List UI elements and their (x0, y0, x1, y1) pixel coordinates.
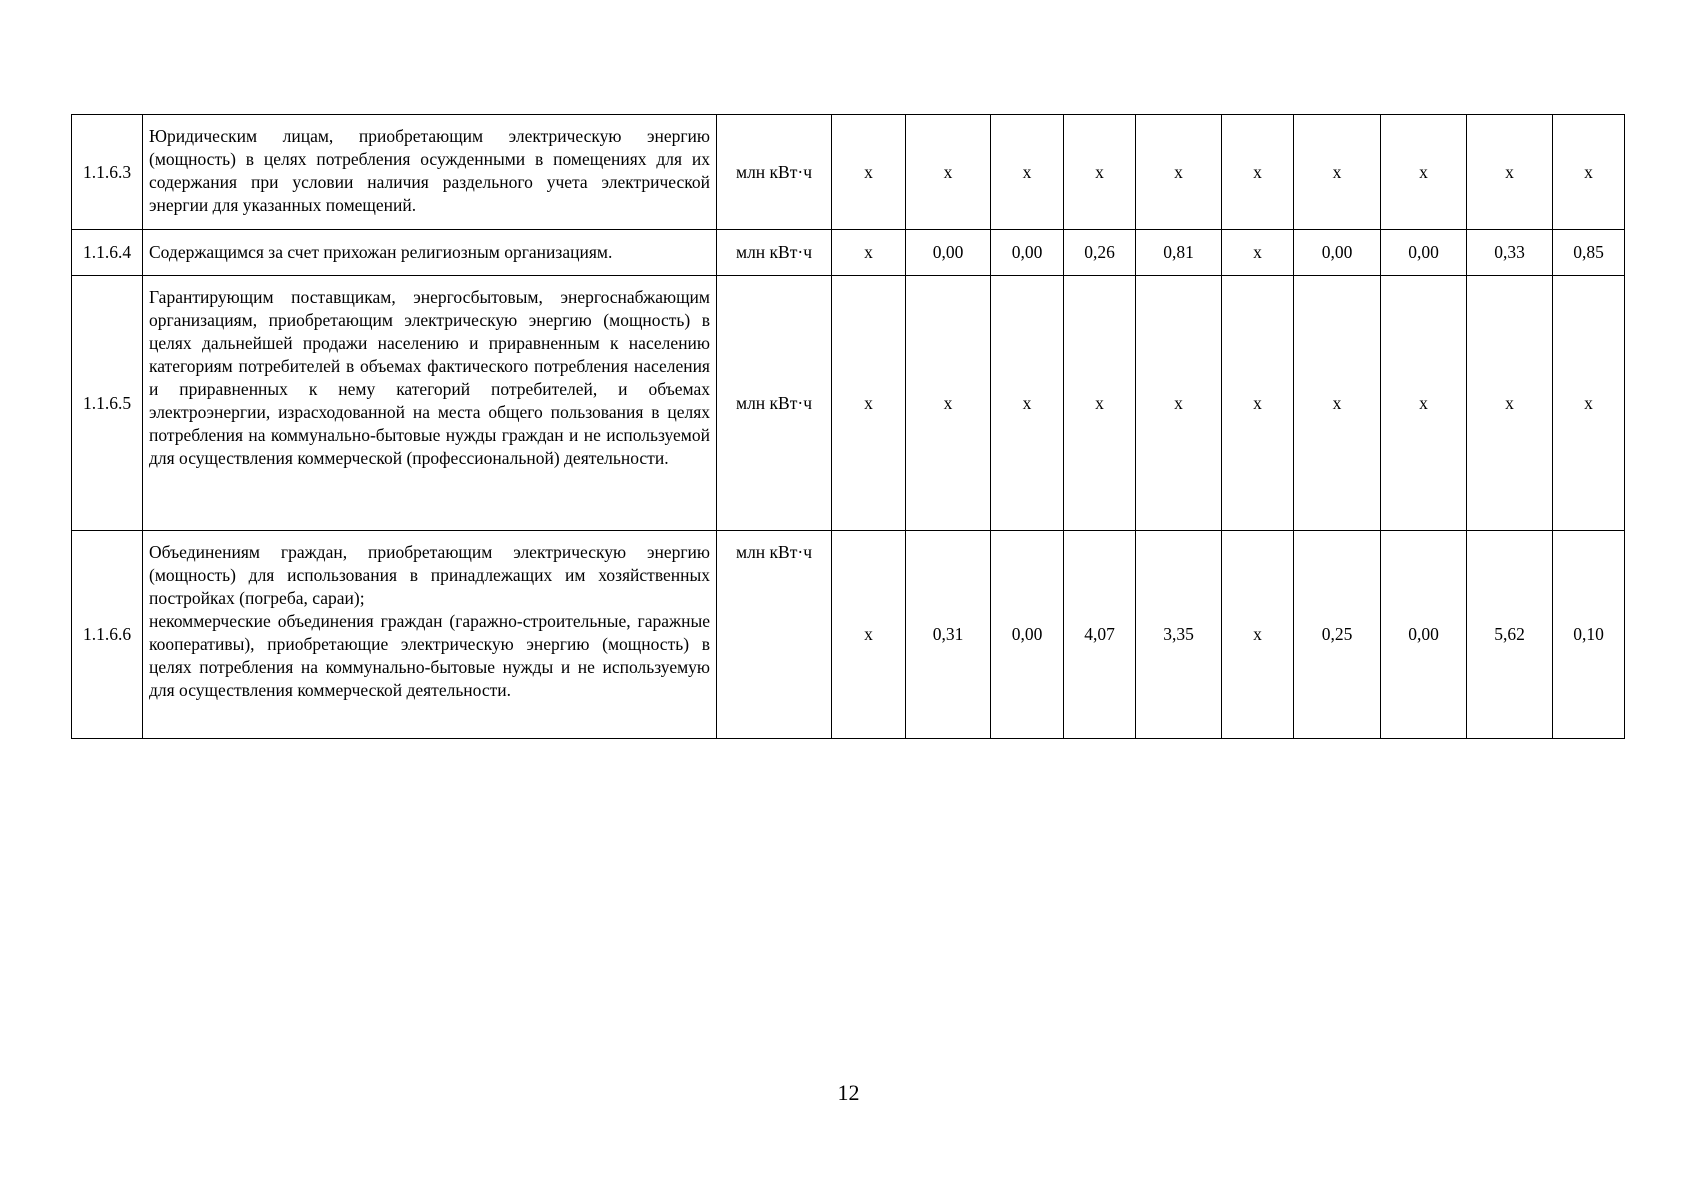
row-value: 0,00 (991, 230, 1064, 276)
row-value: x (1136, 115, 1222, 230)
row-value: x (991, 276, 1064, 531)
row-value: x (1222, 115, 1294, 230)
row-value: 0,10 (1553, 531, 1625, 739)
row-value: 0,26 (1064, 230, 1136, 276)
row-description: Юридическим лицам, приобретающим электрическую энергию (мощность) в целях потребления осужденными в помещениях для их содержания при условии наличия раздельного учета электрической энергии для указанных помещений. (143, 115, 717, 230)
page-number: 12 (837, 1080, 860, 1105)
row-value: x (832, 115, 906, 230)
row-description: Гарантирующим поставщикам, энергосбытовым, энергоснабжающим организациям, приобретающим электрическую энергию (мощность) в целях дальнейшей продажи населению и приравненным к населению категориям потребителей в объемах фактического потребления населения и приравненных к нему категорий потребителей, и объемах электроэнергии, израсходованной на места общего пользования в целях потребления на коммунально-бытовые нужды граждан и не используемой для осуществления коммерческой (профессиональной) деятельности. (143, 276, 717, 531)
row-value: 5,62 (1467, 531, 1553, 739)
row-value: x (906, 115, 991, 230)
row-description (143, 531, 717, 739)
row-value: x (832, 276, 906, 531)
row-code: 1.1.6.3 (72, 115, 143, 230)
tariff-volume-table (71, 114, 1625, 739)
row-value: x (991, 115, 1064, 230)
row-description-line: Объединениям граждан, приобретающим электрическую энергию (мощность) для использования в принадлежащих им хозяйственных постройках (погреба, сараи); (149, 542, 710, 608)
row-value: 0,85 (1553, 230, 1625, 276)
row-value: 0,25 (1294, 531, 1381, 739)
table-row (72, 115, 1625, 230)
row-code: 1.1.6.5 (72, 276, 143, 531)
table-row (72, 276, 1625, 531)
row-value: 0,00 (1294, 230, 1381, 276)
row-value: x (1553, 276, 1625, 531)
row-value: x (906, 276, 991, 531)
row-value: 0,31 (906, 531, 991, 739)
row-value: x (1294, 115, 1381, 230)
row-value: x (1064, 115, 1136, 230)
row-value: x (1064, 276, 1136, 531)
row-value: x (1294, 276, 1381, 531)
row-value: 0,00 (906, 230, 991, 276)
row-value: x (1553, 115, 1625, 230)
row-description: Содержащимся за счет прихожан религиозным организациям. (143, 230, 717, 276)
row-description-line: некоммерческие объединения граждан (гаражно-строительные, гаражные кооперативы), приобретающие электрическую энергию (мощность) в целях потребления на коммунально-бытовые нужды и не используемую для осуществления коммерческой деятельности. (149, 611, 710, 700)
row-value: x (1222, 531, 1294, 739)
row-value: 4,07 (1064, 531, 1136, 739)
row-value: 0,00 (1381, 230, 1467, 276)
row-value: x (1136, 276, 1222, 531)
row-value: 3,35 (1136, 531, 1222, 739)
row-value: x (1381, 276, 1467, 531)
row-unit: млн кВт·ч (717, 230, 832, 276)
row-value: x (1222, 276, 1294, 531)
row-value: x (1467, 115, 1553, 230)
row-value: x (1381, 115, 1467, 230)
row-value: x (1467, 276, 1553, 531)
row-value: 0,81 (1136, 230, 1222, 276)
table-row (72, 531, 1625, 739)
row-unit: млн кВт·ч (717, 276, 832, 531)
row-value: 0,00 (1381, 531, 1467, 739)
row-unit: млн кВт·ч (717, 531, 832, 739)
row-value: 0,00 (991, 531, 1064, 739)
row-value: x (1222, 230, 1294, 276)
row-code: 1.1.6.4 (72, 230, 143, 276)
row-value: 0,33 (1467, 230, 1553, 276)
row-value: x (832, 230, 906, 276)
row-unit: млн кВт·ч (717, 115, 832, 230)
row-value: x (832, 531, 906, 739)
row-code: 1.1.6.6 (72, 531, 143, 739)
table-row (72, 230, 1625, 276)
